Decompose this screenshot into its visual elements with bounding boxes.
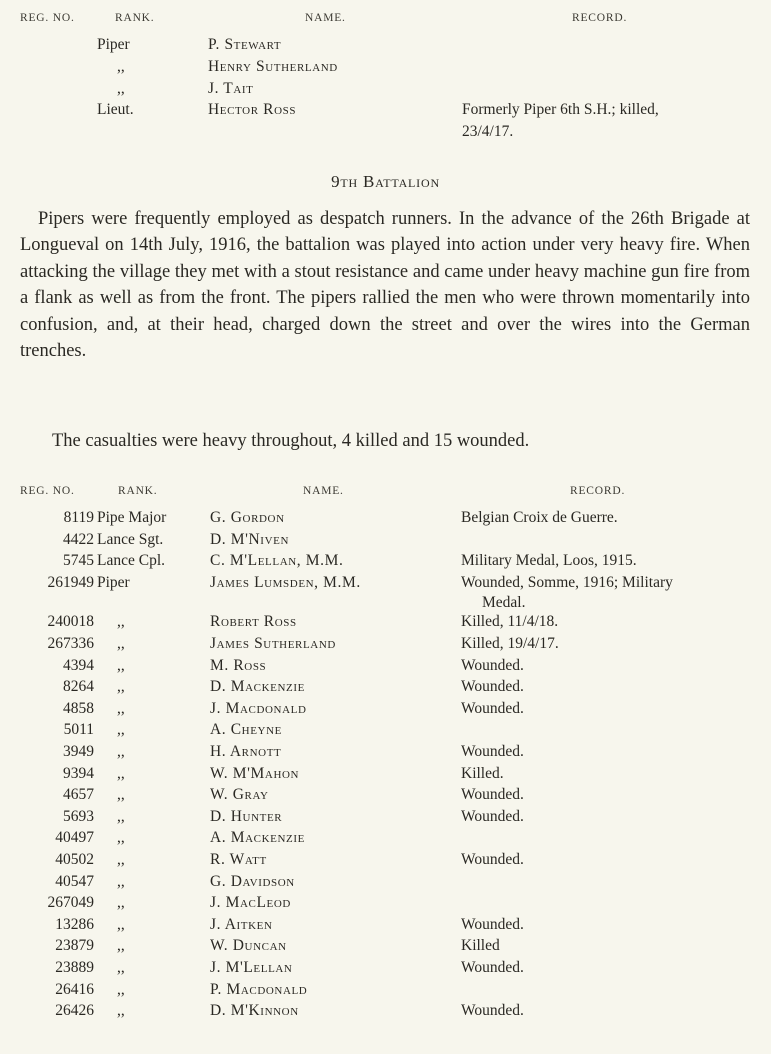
table-row-name: H. Arnott: [210, 743, 282, 760]
table-row-record: Formerly Piper 6th S.H.; killed,: [462, 101, 659, 118]
table-row-reg: 8119: [63, 509, 94, 526]
table-row-rank: ,,: [117, 1002, 125, 1019]
section-title: 9th Battalion: [331, 172, 440, 191]
table-row-reg: 4394: [63, 657, 94, 674]
table-row-rank: ,,: [117, 873, 125, 890]
table-row-reg: 40547: [55, 873, 94, 890]
table-row-rank: Lance Sgt.: [97, 531, 164, 548]
table-row-reg: 23889: [55, 959, 94, 976]
table-row-reg: 5011: [63, 721, 94, 738]
table-row-record: Killed, 19/4/17.: [461, 635, 559, 652]
table-row-record: Killed.: [461, 765, 504, 782]
table-row-reg: 5745: [63, 552, 94, 569]
table-row-rank: ,,: [117, 851, 125, 868]
table-row-rank: ,,: [117, 829, 125, 846]
table-row-rank: ,,: [117, 959, 125, 976]
table-row-rank: ,,: [117, 700, 125, 717]
table-row-record: Wounded.: [461, 743, 524, 760]
table-row-reg: 3949: [63, 743, 94, 760]
table1-header-rank: RANK.: [115, 12, 155, 24]
table-row-name: M. Ross: [210, 657, 267, 674]
table-row-reg: 26416: [55, 981, 94, 998]
table-row-reg: 4422: [63, 531, 94, 548]
table-row-reg: 267336: [47, 635, 94, 652]
table-row-rank: ,,: [117, 635, 125, 652]
table1-header-reg: REG. NO.: [20, 12, 75, 24]
table-row-record: Wounded.: [461, 678, 524, 695]
table-row-name: P. Macdonald: [210, 981, 308, 998]
table-row-rank: Lieut.: [97, 101, 134, 118]
table-row-reg: 40502: [55, 851, 94, 868]
table-row-rank: ,,: [117, 80, 125, 97]
table-row-rank: ,,: [117, 894, 125, 911]
table-row-rank: Lance Cpl.: [97, 552, 166, 569]
table-row-record: Wounded.: [461, 1002, 524, 1019]
table-row-reg: 4858: [63, 700, 94, 717]
table-row-name: G. Gordon: [210, 509, 285, 526]
table2-header-name: NAME.: [303, 485, 344, 497]
table-row-name: J. MacLeod: [210, 894, 291, 911]
table-row-name: J. Aitken: [210, 916, 273, 933]
table-row-rank: ,,: [117, 981, 125, 998]
table1-header-record: RECORD.: [572, 12, 628, 24]
table-row-reg: 9394: [63, 765, 94, 782]
table-row-rank: ,,: [117, 678, 125, 695]
table-row-name: A. Mackenzie: [210, 829, 305, 846]
table-row-name: D. M'Kinnon: [210, 1002, 299, 1019]
table-row-rank: ,,: [117, 721, 125, 738]
table-row-name: James Lumsden, M.M.: [210, 574, 361, 591]
table-row-rank: ,,: [117, 657, 125, 674]
table-row-rank: ,,: [117, 808, 125, 825]
table-row-record: Wounded.: [461, 916, 524, 933]
table1-header-name: NAME.: [305, 12, 346, 24]
table2-header-rank: RANK.: [118, 485, 158, 497]
table-row-record: Wounded.: [461, 700, 524, 717]
table-row-name: D. Mackenzie: [210, 678, 305, 695]
table-row-name: C. M'Lellan, M.M.: [210, 552, 344, 569]
table2-header-record: RECORD.: [570, 485, 626, 497]
table-row-rank: ,,: [117, 613, 125, 630]
table-row-record-cont: 23/4/17.: [462, 123, 514, 140]
table-row-rank: Piper: [97, 36, 130, 53]
table-row-name: Henry Sutherland: [208, 58, 338, 75]
table-row-rank: ,,: [117, 916, 125, 933]
table-row-record: Wounded.: [461, 786, 524, 803]
table-row-reg: 267049: [47, 894, 94, 911]
table-row-name: J. Tait: [208, 80, 254, 97]
table-row-rank: ,,: [117, 743, 125, 760]
table-row-record: Killed, 11/4/18.: [461, 613, 559, 630]
table-row-reg: 5693: [63, 808, 94, 825]
section-paragraph-2: The casualties were heavy throughout, 4 killed and 15 wounded.: [52, 431, 530, 451]
table-row-name: Robert Ross: [210, 613, 297, 630]
table-row-reg: 40497: [55, 829, 94, 846]
table-row-name: R. Watt: [210, 851, 267, 868]
table-row-reg: 4657: [63, 786, 94, 803]
table-row-record: Killed: [461, 937, 500, 954]
table-row-reg: 26426: [55, 1002, 94, 1019]
table-row-record: Wounded.: [461, 959, 524, 976]
table-row-name: D. Hunter: [210, 808, 283, 825]
table-row-name: W. Gray: [210, 786, 269, 803]
table-row-rank: Pipe Major: [97, 509, 167, 526]
table-row-reg: 23879: [55, 937, 94, 954]
table-row-name: J. Macdonald: [210, 700, 307, 717]
table2-header-reg: REG. NO.: [20, 485, 75, 497]
table-row-name: G. Davidson: [210, 873, 295, 890]
table-row-reg: 13286: [55, 916, 94, 933]
table-row-name: D. M'Niven: [210, 531, 289, 548]
table-row-name: W. M'Mahon: [210, 765, 300, 782]
table-row-record-cont: Medal.: [482, 594, 526, 611]
table-row-record: Wounded.: [461, 851, 524, 868]
table-row-record: Military Medal, Loos, 1915.: [461, 552, 637, 569]
table-row-rank: Piper: [97, 574, 130, 591]
table-row-name: James Sutherland: [210, 635, 336, 652]
table-row-name: W. Duncan: [210, 937, 287, 954]
table-row-name: A. Cheyne: [210, 721, 282, 738]
table-row-record: Wounded.: [461, 808, 524, 825]
table-row-name: J. M'Lellan: [210, 959, 293, 976]
table-row-reg: 8264: [63, 678, 94, 695]
table-row-record: Wounded, Somme, 1916; Military: [461, 574, 673, 591]
table-row-record: Wounded.: [461, 657, 524, 674]
table-row-rank: ,,: [117, 765, 125, 782]
table-row-reg: 261949: [47, 574, 94, 591]
section-paragraph-1: Pipers were frequently employed as despatch runners. In the advance of the 26th Brigade at Longueval on 14th July, 1916, the battalion was played into action under very heavy fire. When attacking the village they met with a stout resistance and came under heavy machine gun fire from a flank as well as from the front. The pipers rallied the men who were thrown momentarily into confusion, and, at their head, charged down the street and over the wires into the German trenches.: [20, 209, 750, 362]
table-row-record: Belgian Croix de Guerre.: [461, 509, 618, 526]
table-row-reg: 240018: [47, 613, 94, 630]
table-row-name: Hector Ross: [208, 101, 297, 118]
table-row-rank: ,,: [117, 937, 125, 954]
table-row-name: P. Stewart: [208, 36, 282, 53]
table-row-rank: ,,: [117, 786, 125, 803]
table-row-rank: ,,: [117, 58, 125, 75]
